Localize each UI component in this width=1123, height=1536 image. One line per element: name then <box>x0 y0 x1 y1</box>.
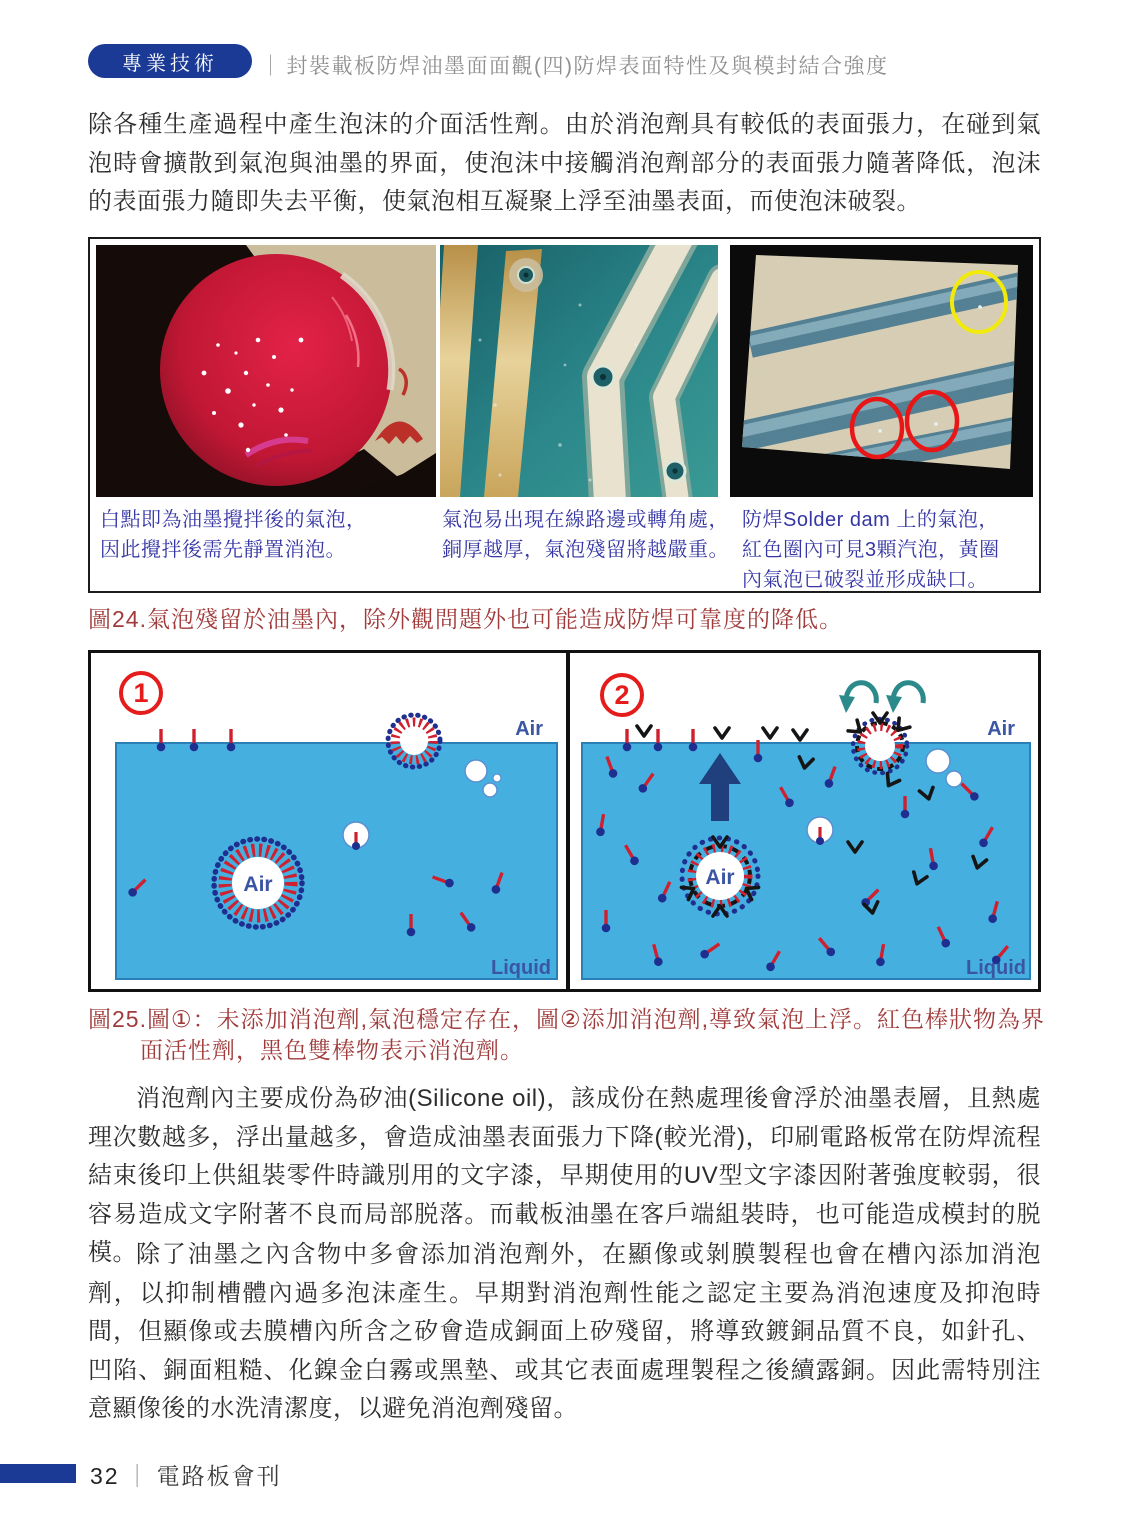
page-title <box>260 50 888 80</box>
air-label: Air <box>515 718 543 740</box>
figure25-frame <box>88 650 1041 992</box>
body-paragraph-1: 除各種生產過程中產生泡沫的介面活性劑。由於消泡劑具有較低的表面張力，在碰到氣泡時會擴散到氣泡與油墨的界面，使泡沫中接觸消泡劑部分的表面張力隨著降低，泡沫的表面張力隨即失去平衡，使氣泡相互凝聚上浮至油墨表面，而使泡沫破裂。 <box>88 111 1041 215</box>
air-label: Air <box>987 718 1015 740</box>
liquid-label: Liquid <box>491 957 551 979</box>
photo-solder-dam <box>730 245 1033 497</box>
air-label: Air <box>243 873 273 896</box>
title-separator: ｜ <box>260 55 283 78</box>
photo-ink-bubbles <box>96 245 436 497</box>
liquid-region <box>116 743 557 979</box>
diagram-panel-1 <box>91 653 562 989</box>
photo-caption-2: 氣泡易出現在線路邊或轉角處， 銅厚越厚，氣泡殘留將越嚴重。 <box>442 509 729 561</box>
figure25-caption: 圖25.圖①：未添加消泡劑,氣泡穩定存在，圖②添加消泡劑,導致氣泡上浮。紅色棒狀物為界 面活性劑，黑色雙棒物表示消泡劑。 <box>88 1006 1045 1063</box>
figure24-caption: 圖24.氣泡殘留於油墨內，除外觀問題外也可能造成防焊可靠度的降低。 <box>88 606 843 632</box>
photo-caption-1: 白點即為油墨攪拌後的氣泡， 因此攪拌後需先靜置消泡。 <box>100 509 367 561</box>
section-badge <box>88 44 252 78</box>
panel-number-badge <box>602 675 642 715</box>
liquid-label: Liquid <box>966 957 1026 979</box>
article-title: 封裝載板防焊油墨面面觀(四)防焊表面特性及與模封結合強度 <box>286 55 889 78</box>
photo-caption-3: 防焊Solder dam 上的氣泡， 紅色圈內可見3顆汽泡，黃圈 內氣泡已破裂並形成缺口。 <box>742 509 1000 591</box>
body-paragraph-3: 除了油墨之內含物中多會添加消泡劑外，在顯像或剝膜製程也會在槽內添加消泡劑，以抑制槽體內過多泡沫產生。早期對消泡劑性能之認定主要為消泡速度及抑泡時間，但顯像或去膜槽內所含之矽會造成銅面上矽殘留，將導致鍍銅品質不良，如針孔、凹陷、銅面粗糙、化鎳金白霧或黑墊、或其它表面處理製程之後續露銅。因此需特別注意顯像後的水洗清潔度，以避免消泡劑殘留。 <box>88 1241 1041 1422</box>
footer-separator: ｜ <box>125 1463 151 1489</box>
burst-arrows-icon <box>839 683 923 713</box>
panel-number-badge <box>121 673 161 713</box>
page-number: 32 <box>90 1463 120 1489</box>
svg-text:1: 1 <box>133 678 149 708</box>
figure24-frame <box>88 237 1041 593</box>
journal-name: 電路板會刊 <box>156 1463 282 1489</box>
body-paragraph-2: 消泡劑內主要成份為矽油(Silicone oil)，該成份在熱處理後會浮於油墨表層，且熱處理次數越多，浮出量越多，會造成油墨表面張力下降(較光滑)，印刷電路板常在防焊流程結束後印上供組裝零件時識別用的文字漆，早期使用的UV型文字漆因附著強度較弱，很容易造成文字附著不良而局部脱落。而載板油墨在客戶端組裝時，也可能造成模封的脱模。 <box>88 1085 1041 1266</box>
photo-pcb-traces <box>440 245 718 497</box>
svg-text:2: 2 <box>614 680 630 710</box>
footer <box>90 1458 282 1491</box>
air-label: Air <box>705 866 735 889</box>
footer-accent-bar <box>0 1464 76 1483</box>
diagram-panel-2 <box>570 653 1040 989</box>
section-badge-label: 專業技術 <box>122 52 218 75</box>
